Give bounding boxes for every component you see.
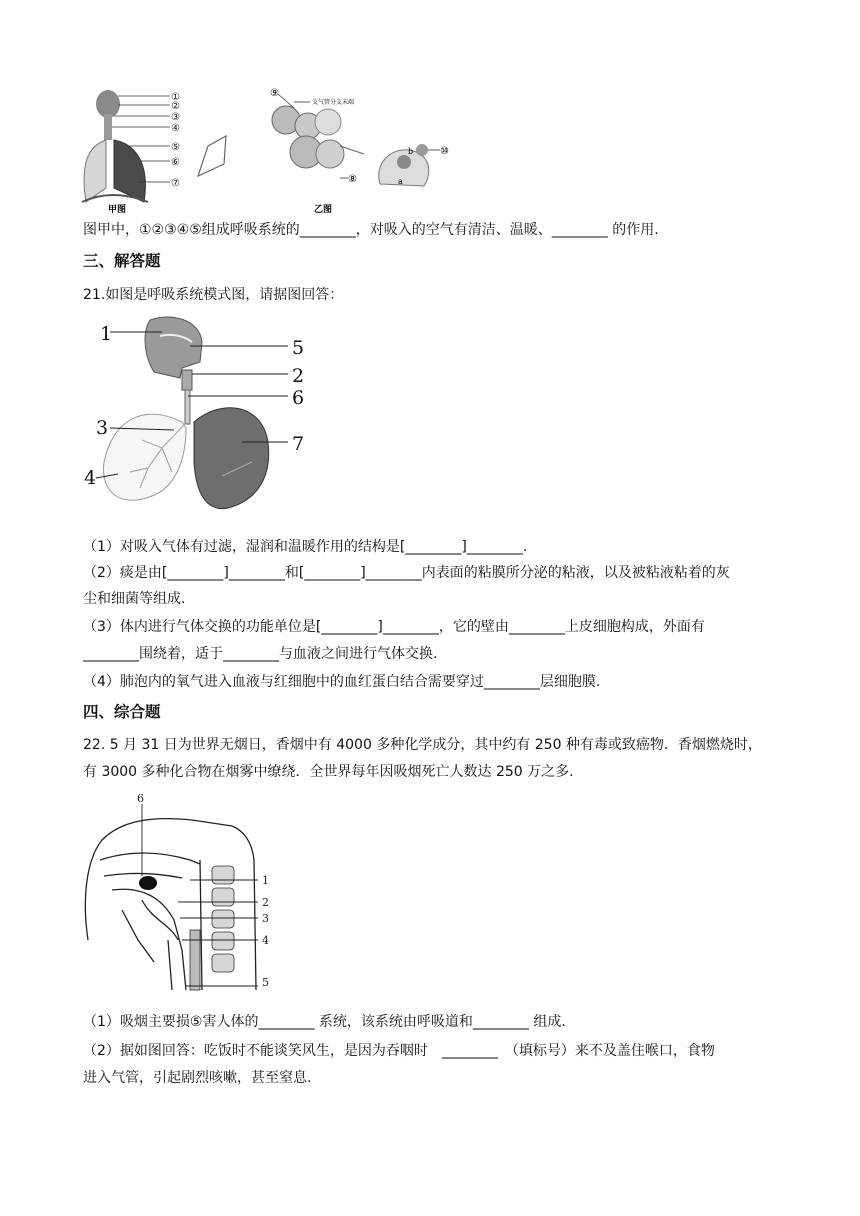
section-3-title: 三、解答题 — [83, 252, 161, 270]
marker-2: ② — [171, 101, 180, 112]
figure-head-section — [82, 790, 282, 1000]
marker-4: ④ — [171, 123, 180, 134]
q21-item-2: （2）痰是由[________]________和[________]________内表面的粘膜所分泌的粘液，以及被粘液粘着的灰 — [83, 565, 730, 581]
q22-stem-line-2: 有 3000 多种化合物在烟雾中缭绕．全世界每年因吸烟死亡人数达 250 万之多. — [83, 764, 574, 780]
marker-10: ⑩ — [440, 146, 449, 157]
q21-label-1: 1 — [100, 323, 113, 345]
q20-text: 图甲中，①②③④⑤组成呼吸系统的________，对吸入的空气有清洁、温暖、________ 的作用. — [83, 222, 659, 238]
marker-9: ⑨ — [270, 88, 279, 99]
marker-8: ⑧ — [348, 174, 357, 185]
figure-a-label: 甲图 — [108, 205, 127, 215]
q21-item-3: （3）体内进行气体交换的功能单位是[________]________，它的壁由________上皮细胞构成，外面有 — [83, 619, 705, 635]
q22-label-3: 3 — [262, 912, 269, 925]
q21-label-7: 7 — [292, 433, 305, 455]
q21-label-5: 5 — [292, 337, 305, 359]
q21-item-2-cont: 尘和细菌等组成. — [83, 591, 186, 607]
q21-label-3: 3 — [96, 417, 109, 439]
marker-3: ③ — [171, 112, 180, 123]
q22-label-1: 1 — [262, 874, 269, 887]
figure-respiratory-top — [78, 84, 458, 216]
q21-label-6: 6 — [292, 387, 305, 409]
q21-label-2: 2 — [292, 365, 305, 387]
q22-label-2: 2 — [262, 896, 269, 909]
marker-5: ⑤ — [171, 142, 180, 153]
marker-1: ① — [171, 92, 180, 103]
q22-label-4: 4 — [262, 934, 269, 947]
q21-item-3-cont: ________围绕着，适于________与血液之间进行气体交换. — [83, 646, 438, 662]
figure-b-label: 乙图 — [314, 205, 333, 215]
section-4-title: 四、综合题 — [83, 703, 161, 721]
q21-item-4: （4）肺泡内的氧气进入血液与红细胞中的血红蛋白结合需要穿过________层细胞膜. — [83, 674, 601, 690]
q21-label-4: 4 — [84, 467, 97, 489]
figure-b-note: 支气管分支末端 — [312, 99, 355, 106]
letter-b: b — [408, 147, 414, 156]
q21-item-1: （1）对吸入气体有过滤，湿润和温暖作用的结构是[________]________. — [83, 539, 528, 555]
q21-stem: 21.如图是呼吸系统模式图，请据图回答： — [83, 287, 344, 303]
q22-label-5: 5 — [262, 976, 269, 989]
q22-stem-line-1: 22. 5 月 31 日为世界无烟日，香烟中有 4000 多种化学成分，其中约有 250 种有毒或致癌物．香烟燃烧时， — [83, 737, 762, 753]
q22-label-6: 6 — [137, 792, 144, 805]
q22-item-2: （2）据如图回答：吃饭时不能谈笑风生，是因为吞咽时 ________ （填标号）来不及盖住喉口，食物 — [83, 1043, 715, 1059]
marker-7: ⑦ — [171, 178, 180, 189]
figure-respiratory-system — [82, 312, 322, 522]
q22-item-2-cont: 进入气管，引起剧烈咳嗽，甚至窒息. — [83, 1070, 312, 1086]
q22-item-1: （1）吸烟主要损⑤害人体的________ 系统，该系统由呼吸道和________ 组成. — [83, 1014, 566, 1030]
marker-6: ⑥ — [171, 157, 180, 168]
letter-a: a — [398, 177, 403, 186]
